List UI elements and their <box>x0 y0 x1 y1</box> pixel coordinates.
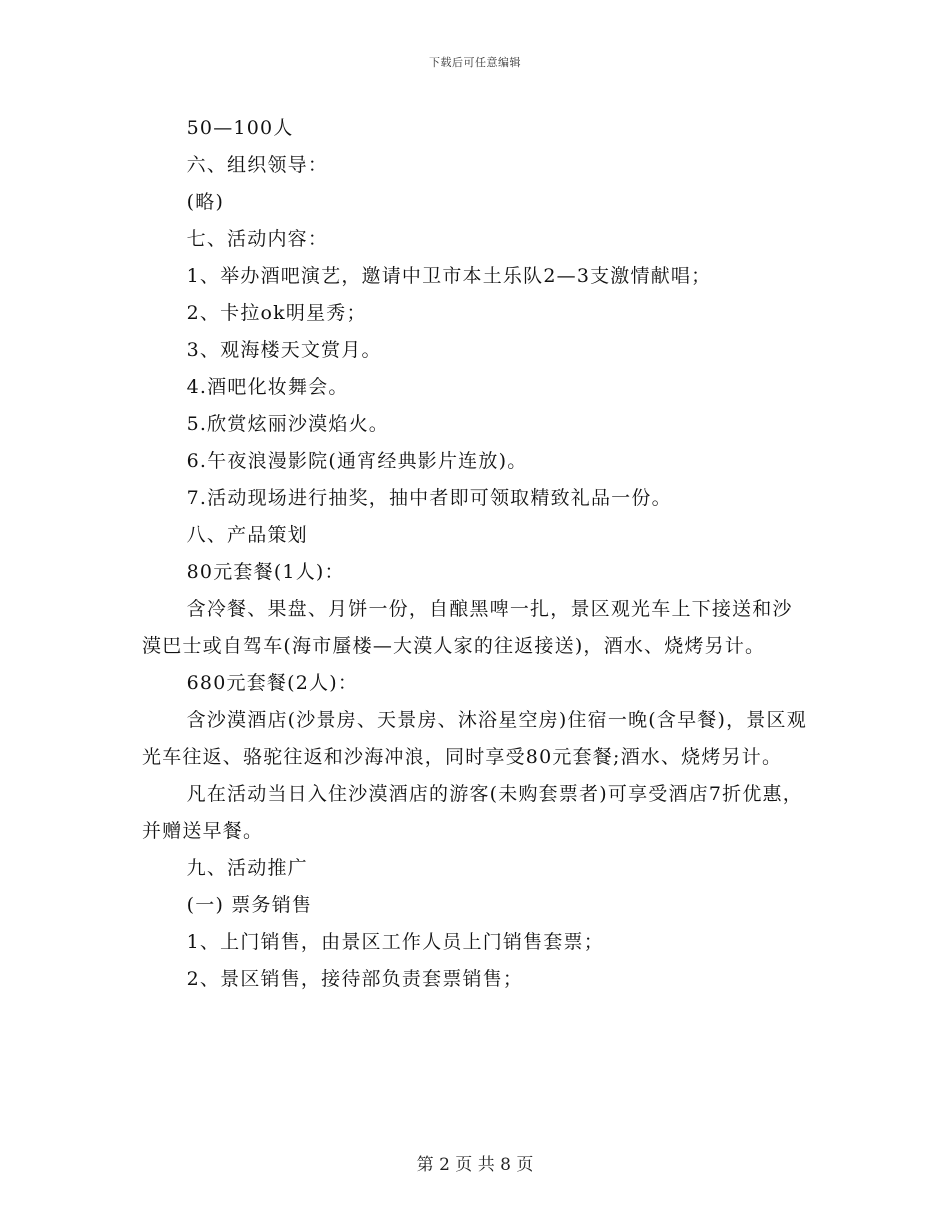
paragraph: 八、产品策划 <box>186 524 308 546</box>
paragraph: 5.欣赏炫丽沙漠焰火。 <box>186 413 389 435</box>
paragraph: 3、观海楼天文赏月。 <box>186 339 382 361</box>
paragraph: 50—100人 <box>186 117 294 139</box>
paragraph: 2、景区销售，接待部负责套票销售； <box>186 968 524 990</box>
paragraph: 680元套餐(2人)： <box>186 672 359 694</box>
paragraph: 含冷餐、果盘、月饼一份，自酿黑啤一扎，景区观光车上下接送和沙漠巴士或自驾车(海市蜃楼—大漠人家的往返接送)，酒水、烧烤另计。 <box>142 598 793 657</box>
paragraph: 七、活动内容： <box>186 228 329 250</box>
page-header-note: 下载后可任意编辑 <box>429 56 521 69</box>
paragraph: 九、活动推广 <box>186 857 308 879</box>
document-body <box>142 110 808 998</box>
paragraph: 80元套餐(1人)： <box>186 561 345 583</box>
paragraph: 凡在活动当日入住沙漠酒店的游客(未购套票者)可享受酒店7折优惠，并赠送早餐。 <box>142 783 803 842</box>
paragraph: 7.活动现场进行抽奖，抽中者即可领取精致礼品一份。 <box>186 487 672 509</box>
paragraph: 6.午夜浪漫影院(通宵经典影片连放)。 <box>186 450 528 472</box>
paragraph: (略) <box>186 191 225 213</box>
page-number: 第 2 页 共 8 页 <box>416 1155 534 1175</box>
paragraph: 含沙漠酒店(沙景房、天景房、沐浴星空房)住宿一晚(含早餐)，景区观光车往返、骆驼往返和沙海冲浪，同时享受80元套餐;酒水、烧烤另计。 <box>142 709 807 768</box>
paragraph: 4.酒吧化妆舞会。 <box>186 376 349 398</box>
paragraph: 1、举办酒吧演艺，邀请中卫市本土乐队2—3支激情献唱； <box>186 265 712 287</box>
paragraph: 六、组织领导： <box>186 154 329 176</box>
paragraph: (一) 票务销售 <box>186 894 313 916</box>
paragraph: 2、卡拉ok明星秀； <box>186 302 367 324</box>
paragraph: 1、上门销售，由景区工作人员上门销售套票； <box>186 931 604 953</box>
